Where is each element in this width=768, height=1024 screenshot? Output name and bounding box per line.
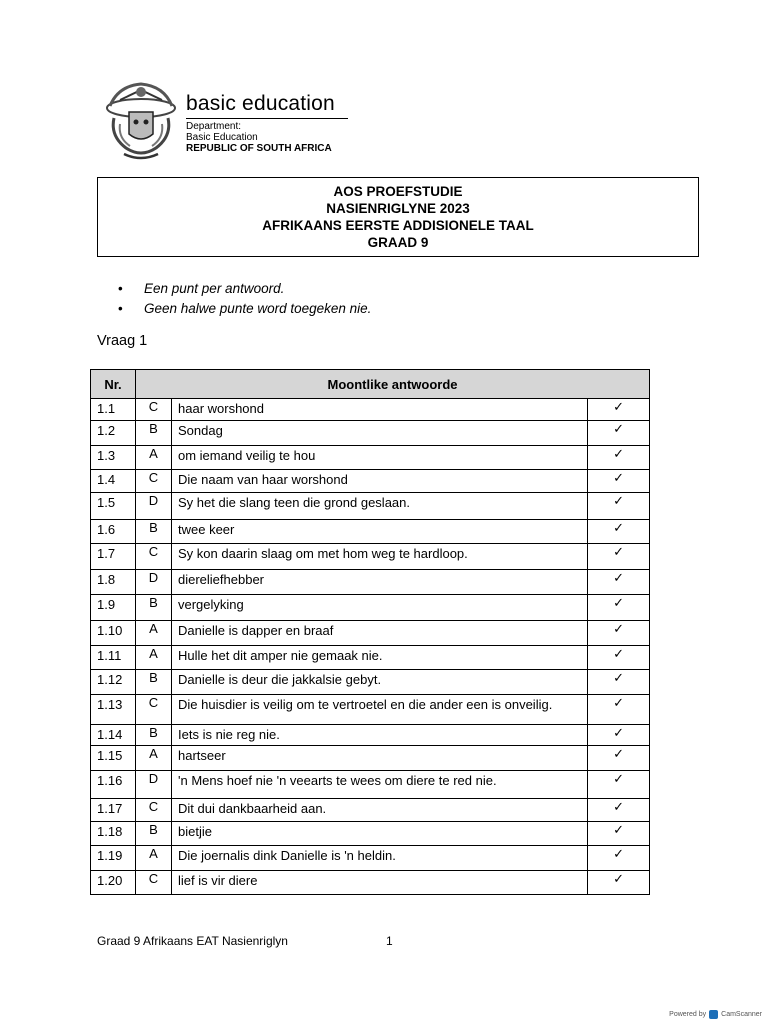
table-row <box>91 470 650 493</box>
row-answer: om iemand veilig te hou <box>172 446 588 470</box>
row-answer: Sy het die slang teen die grond geslaan. <box>172 493 588 520</box>
row-number: 1.19 <box>91 846 136 871</box>
row-number: 1.8 <box>91 570 136 595</box>
row-answer: Danielle is deur die jakkalsie gebyt. <box>172 670 588 695</box>
bullet-icon: • <box>118 301 123 316</box>
row-answer: Iets is nie reg nie. <box>172 725 588 746</box>
coat-of-arms-icon <box>100 78 182 162</box>
table-row <box>91 822 650 846</box>
table-row <box>91 446 650 470</box>
check-mark-icon: ✓ <box>588 544 650 570</box>
row-letter: C <box>136 544 172 570</box>
dept-line-3: REPUBLIC OF SOUTH AFRICA <box>186 143 332 154</box>
camscanner-icon <box>709 1010 718 1019</box>
title-box <box>97 177 699 257</box>
row-letter: D <box>136 771 172 799</box>
marking-notes <box>118 279 371 319</box>
row-answer: lief is vir diere <box>172 871 588 895</box>
check-mark-icon: ✓ <box>588 570 650 595</box>
check-mark-icon: ✓ <box>588 646 650 670</box>
check-mark-icon: ✓ <box>588 399 650 421</box>
table-row <box>91 544 650 570</box>
row-number: 1.18 <box>91 822 136 846</box>
row-answer: Sy kon daarin slaag om met hom weg te hardloop. <box>172 544 588 570</box>
title-line-1: AOS PROEFSTUDIE <box>333 184 463 199</box>
title-line-4: GRAAD 9 <box>367 235 429 250</box>
check-mark-icon: ✓ <box>588 799 650 822</box>
row-answer: twee keer <box>172 520 588 544</box>
row-letter: D <box>136 493 172 520</box>
title-line-2: NASIENRIGLYNE 2023 <box>326 201 470 216</box>
row-number: 1.20 <box>91 871 136 895</box>
bullet-icon: • <box>118 281 123 296</box>
row-answer: Hulle het dit amper nie gemaak nie. <box>172 646 588 670</box>
check-mark-icon: ✓ <box>588 670 650 695</box>
row-answer: 'n Mens hoef nie 'n veearts te wees om diere te red nie. <box>172 771 588 799</box>
camscanner-watermark: Powered by CamScanner <box>669 1011 762 1018</box>
check-mark-icon: ✓ <box>588 493 650 520</box>
row-answer: hartseer <box>172 746 588 771</box>
note-item: • Een punt per antwoord. <box>118 279 371 299</box>
row-letter: C <box>136 695 172 725</box>
table-row <box>91 846 650 871</box>
row-answer: haar worshond <box>172 399 588 421</box>
table-row <box>91 421 650 446</box>
row-answer: Die joernalis dink Danielle is 'n heldin. <box>172 846 588 871</box>
row-letter: A <box>136 446 172 470</box>
dept-line-1: Department: <box>186 121 242 132</box>
row-letter: C <box>136 470 172 493</box>
table-row <box>91 771 650 799</box>
check-mark-icon: ✓ <box>588 695 650 725</box>
row-letter: C <box>136 871 172 895</box>
row-number: 1.15 <box>91 746 136 771</box>
table-row <box>91 399 650 421</box>
check-mark-icon: ✓ <box>588 520 650 544</box>
check-mark-icon: ✓ <box>588 595 650 621</box>
row-number: 1.5 <box>91 493 136 520</box>
row-number: 1.14 <box>91 725 136 746</box>
check-mark-icon: ✓ <box>588 822 650 846</box>
row-answer: Die huisdier is veilig om te vertroetel en die ander een is onveilig. <box>172 695 588 725</box>
brand-name: basic education <box>186 92 335 115</box>
question-label: Vraag 1 <box>97 333 148 349</box>
row-letter: A <box>136 621 172 646</box>
table-row <box>91 595 650 621</box>
table-row <box>91 670 650 695</box>
row-answer: Sondag <box>172 421 588 446</box>
row-letter: B <box>136 670 172 695</box>
table-row <box>91 725 650 746</box>
check-mark-icon: ✓ <box>588 846 650 871</box>
dbe-logo <box>100 78 360 164</box>
page-number: 1 <box>386 934 393 948</box>
answers-table <box>90 369 650 895</box>
check-mark-icon: ✓ <box>588 470 650 493</box>
check-mark-icon: ✓ <box>588 621 650 646</box>
row-letter: B <box>136 725 172 746</box>
row-letter: D <box>136 570 172 595</box>
table-header-row <box>91 370 650 399</box>
table-row <box>91 746 650 771</box>
header-answers: Moontlike antwoorde <box>136 370 650 399</box>
table-row <box>91 799 650 822</box>
row-letter: B <box>136 520 172 544</box>
title-line-3: AFRIKAANS EERSTE ADDISIONELE TAAL <box>262 218 534 233</box>
table-row <box>91 695 650 725</box>
row-answer: diereliefhebber <box>172 570 588 595</box>
table-row <box>91 646 650 670</box>
check-mark-icon: ✓ <box>588 746 650 771</box>
row-number: 1.1 <box>91 399 136 421</box>
table-row <box>91 871 650 895</box>
row-letter: A <box>136 846 172 871</box>
row-letter: C <box>136 399 172 421</box>
row-answer: Danielle is dapper en braaf <box>172 621 588 646</box>
table-row <box>91 621 650 646</box>
note-item: • Geen halwe punte word toegeken nie. <box>118 299 371 319</box>
table-row <box>91 493 650 520</box>
row-letter: C <box>136 799 172 822</box>
table-row <box>91 520 650 544</box>
check-mark-icon: ✓ <box>588 771 650 799</box>
footer-title: Graad 9 Afrikaans EAT Nasienriglyn <box>97 934 288 948</box>
row-number: 1.4 <box>91 470 136 493</box>
table-row <box>91 570 650 595</box>
row-number: 1.3 <box>91 446 136 470</box>
row-letter: A <box>136 646 172 670</box>
row-number: 1.16 <box>91 771 136 799</box>
row-number: 1.12 <box>91 670 136 695</box>
check-mark-icon: ✓ <box>588 871 650 895</box>
row-letter: B <box>136 595 172 621</box>
row-number: 1.11 <box>91 646 136 670</box>
row-number: 1.13 <box>91 695 136 725</box>
check-mark-icon: ✓ <box>588 725 650 746</box>
row-answer: Dit dui dankbaarheid aan. <box>172 799 588 822</box>
row-number: 1.6 <box>91 520 136 544</box>
row-letter: B <box>136 822 172 846</box>
row-answer: vergelyking <box>172 595 588 621</box>
row-number: 1.2 <box>91 421 136 446</box>
check-mark-icon: ✓ <box>588 421 650 446</box>
brand-divider <box>186 118 348 119</box>
row-number: 1.7 <box>91 544 136 570</box>
row-answer: Die naam van haar worshond <box>172 470 588 493</box>
row-number: 1.9 <box>91 595 136 621</box>
row-answer: bietjie <box>172 822 588 846</box>
row-number: 1.10 <box>91 621 136 646</box>
row-letter: A <box>136 746 172 771</box>
dept-line-2: Basic Education <box>186 132 258 143</box>
header-nr: Nr. <box>91 370 136 399</box>
row-number: 1.17 <box>91 799 136 822</box>
row-letter: B <box>136 421 172 446</box>
check-mark-icon: ✓ <box>588 446 650 470</box>
